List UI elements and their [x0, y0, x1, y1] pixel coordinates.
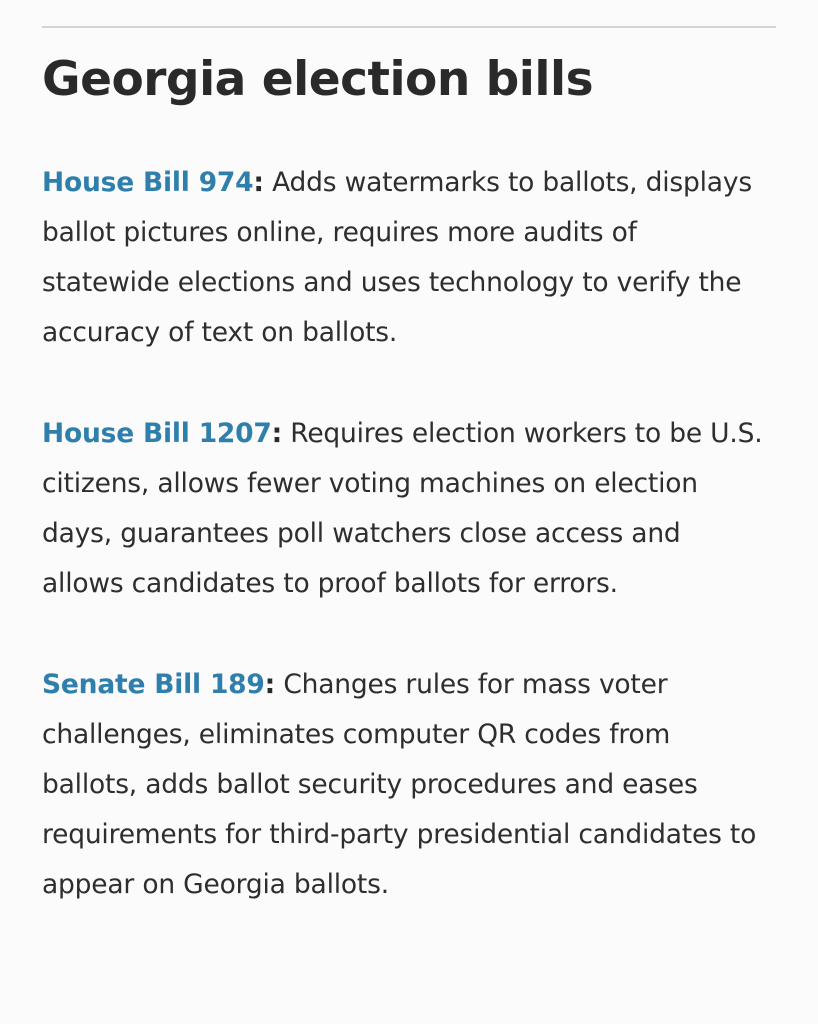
top-divider	[42, 26, 776, 28]
bill-name: House Bill 974	[42, 167, 254, 198]
page-title: Georgia election bills	[42, 52, 594, 107]
bill-list	[42, 158, 770, 910]
bill-description: Adds watermarks to ballots, displays ballot pictures online, requires more audits of statewide elections and uses technology to verify the accuracy of text on ballots.	[42, 167, 752, 348]
bill-senate-189: Senate Bill 189: Changes rules for mass voter challenges, eliminates computer QR codes from ballots, adds ballot security procedures and eases requirements for third-party presidential candidates to appear on Georgia ballots.	[42, 669, 757, 900]
bill-name: Senate Bill 189	[42, 669, 265, 700]
bill-house-974: House Bill 974: Adds watermarks to ballots, displays ballot pictures online, requires more audits of statewide elections and uses technology to verify the accuracy of text on ballots.	[42, 167, 752, 348]
bill-name: House Bill 1207	[42, 418, 272, 449]
bill-description: Requires election workers to be U.S. citizens, allows fewer voting machines on election days, guarantees poll watchers close access and allows candidates to proof ballots for errors.	[42, 418, 763, 599]
bill-description: Changes rules for mass voter challenges, eliminates computer QR codes from ballots, adds ballot security procedures and eases requirements for third-party presidential candidates to appear on Georgia ballots.	[42, 669, 757, 900]
bill-house-1207: House Bill 1207: Requires election workers to be U.S. citizens, allows fewer voting machines on election days, guarantees poll watchers close access and allows candidates to proof ballots for errors.	[42, 418, 763, 599]
